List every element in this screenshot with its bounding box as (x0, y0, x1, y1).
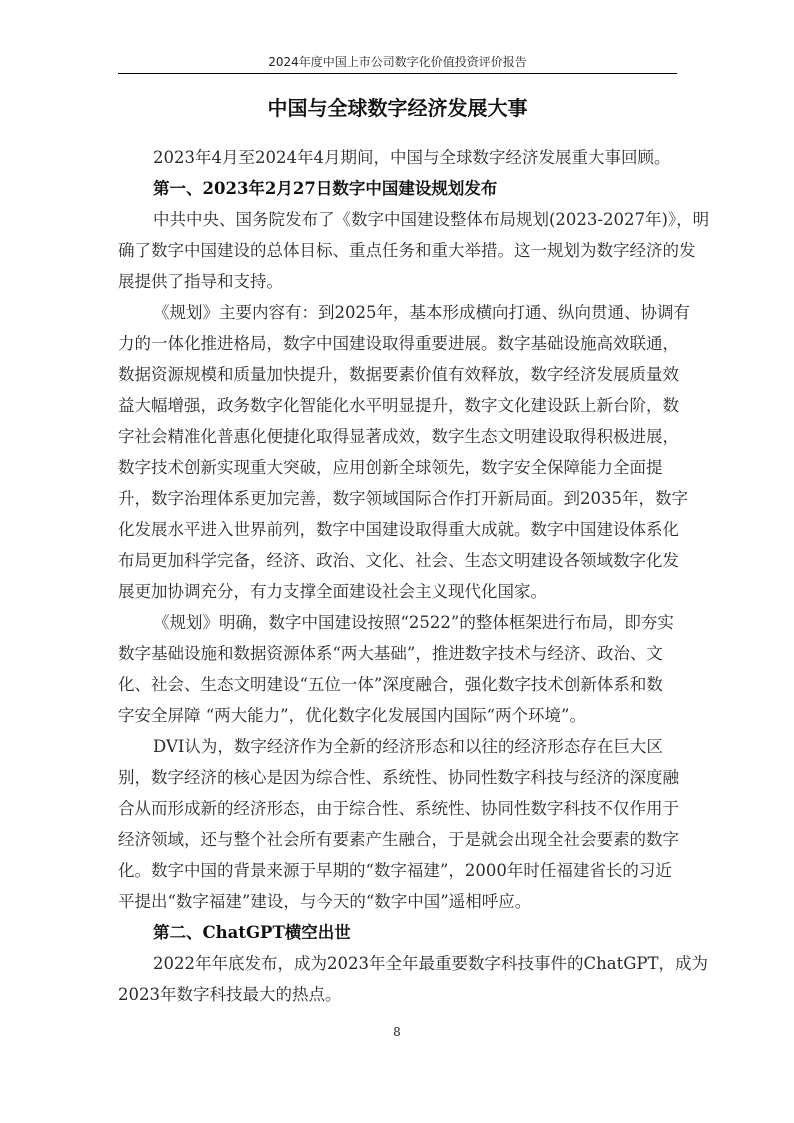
section-heading-2 (118, 917, 678, 948)
section-heading: 第二、ChatGPT横空出世 (153, 923, 351, 942)
text-line: 展提供了指导和支持。 (118, 272, 283, 291)
text-line: 2023年4月至2024年4月期间，中国与全球数字经济发展重大事回顾。 (153, 148, 671, 167)
header-divider (118, 73, 677, 74)
paragraph (118, 204, 710, 297)
text-line: 化发展水平进入世界前列，数字中国建设取得重大成就。数字中国建设体系化 (118, 520, 679, 539)
paragraph (118, 297, 690, 607)
paragraph (118, 607, 678, 731)
intro-paragraph (118, 142, 678, 173)
page-number: 8 (393, 1025, 401, 1039)
text-line: 化。数字中国的背景来源于早期的“数字福建”，2000年时任福建省长的习近 (118, 861, 672, 880)
paragraph (118, 731, 678, 917)
page-title: 中国与全球数字经济发展大事 (267, 96, 528, 120)
document-body (118, 142, 710, 1010)
text-line: 数字基础设施和数据资源体系“两大基础”，推进数字技术与经济、政治、文 (118, 644, 663, 663)
text-line: 字安全屏障 “两大能力”，优化数字化发展国内国际“两个环境”。 (118, 706, 586, 725)
text-line: 经济领域，还与整个社会所有要素产生融合，于是就会出现全社会要素的数字 (118, 830, 679, 849)
text-line: 数字技术创新实现重大突破，应用创新全球领先，数字安全保障能力全面提 (118, 458, 663, 477)
text-line: 化、社会、生态文明建设“五位一体”深度融合，强化数字技术创新体系和数 (118, 675, 663, 694)
text-line: 布局更加科学完备，经济、政治、文化、社会、生态文明建设各领域数字化发 (118, 551, 679, 570)
text-line: 益大幅增强，政务数字化智能化水平明显提升，数字文化建设跃上新台阶，数 (118, 396, 679, 415)
text-line: 展更加协调充分，有力支撑全面建设社会主义现代化国家。 (118, 582, 547, 601)
text-line: 平提出“数字福建”建设，与今天的“数字中国”遥相呼应。 (118, 892, 532, 911)
text-line: 别，数字经济的核心是因为综合性、系统性、协同性数字科技与经济的深度融 (118, 768, 679, 787)
section-heading-1 (118, 173, 678, 204)
text-line: 《规划》明确，数字中国建设按照“2522”的整体框架进行布局，即夯实 (153, 613, 674, 632)
text-line: 合从而形成新的经济形态，由于综合性、系统性、协同性数字科技不仅作用于 (118, 799, 679, 818)
text-line: 2023年数字科技最大的热点。 (118, 985, 342, 1004)
text-line: 《规划》主要内容有：到2025年，基本形成横向打通、纵向贯通、协调有 (153, 303, 690, 322)
text-line: DVI认为，数字经济作为全新的经济形态和以往的经济形态存在巨大区 (153, 737, 663, 756)
paragraph (118, 948, 708, 1010)
text-line: 字社会精准化普惠化便捷化取得显著成效，数字生态文明建设取得积极进展， (118, 427, 679, 446)
text-line: 力的一体化推进格局，数字中国建设取得重要进展。数字基础设施高效联通， (118, 334, 679, 353)
text-line: 中共中央、国务院发布了《数字中国建设整体布局规划(2023-2027年)》，明 (153, 210, 710, 229)
running-header: 2024年度中国上市公司数字化价值投资评价报告 (268, 55, 527, 69)
section-heading: 第一、2023年2月27日数字中国建设规划发布 (153, 179, 498, 198)
text-line: 确了数字中国建设的总体目标、重点任务和重大举措。这一规划为数字经济的发 (118, 241, 696, 260)
text-line: 升，数字治理体系更加完善，数字领域国际合作打开新局面。到2035年，数字 (118, 489, 688, 508)
text-line: 数据资源规模和质量加快提升，数据要素价值有效释放，数字经济发展质量效 (118, 365, 679, 384)
text-line: 2022年年底发布，成为2023年全年最重要数字科技事件的ChatGPT，成为 (153, 954, 708, 973)
